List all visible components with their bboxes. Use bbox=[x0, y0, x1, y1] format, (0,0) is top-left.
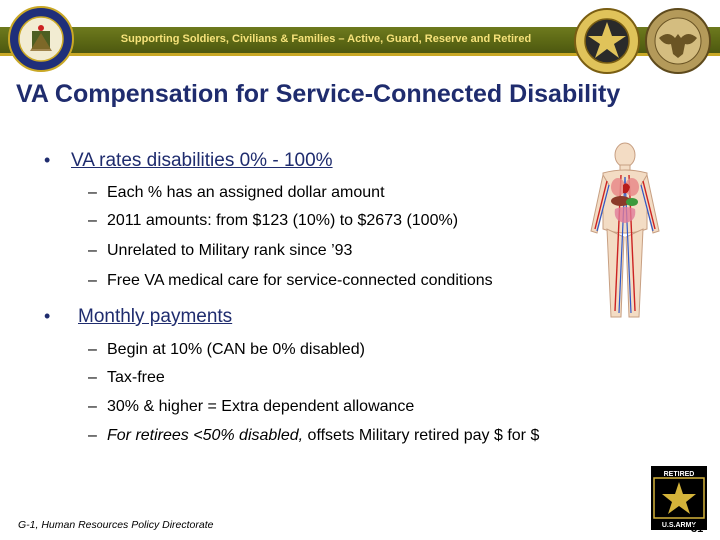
footer-text: G-1, Human Resources Policy Directorate bbox=[18, 519, 214, 531]
banner-text: Supporting Soldiers, Civilians & Families – Active, Guard, Reserve and Retired bbox=[120, 33, 532, 45]
department-of-the-army-seal-icon bbox=[8, 6, 74, 72]
header-banner bbox=[0, 0, 720, 74]
retirees-italic: For retirees <50% disabled, bbox=[107, 427, 304, 444]
army-eagle-seal-icon bbox=[645, 8, 711, 74]
slide-title: VA Compensation for Service-Connected Disability bbox=[16, 80, 621, 108]
retired-logo-bottom-text: U.S.ARMY bbox=[661, 522, 697, 529]
retired-us-army-star-logo-icon bbox=[651, 466, 707, 530]
bullet-dot: • bbox=[44, 306, 51, 326]
retirees-rest: offsets Military retired pay $ for $ bbox=[303, 427, 540, 444]
human-anatomy-icon bbox=[585, 141, 665, 321]
page-number: 31 bbox=[691, 523, 704, 535]
deputy-chief-of-staff-g1-seal-icon bbox=[574, 8, 640, 74]
slide: Supporting Soldiers, Civilians & Families – Active, Guard, Reserve and Retired VA Compensation for Service-Connected Disability • VA rates disabilities 0% - 100% – Each % has an assigned dollar amount – 2011 amounts: from $123 (10%) to $2673 (100%) – Unrelated to Military rank since ’93 – Free VA medical care for service-connected conditions • Monthly payments – Begin at 10% (CAN be 0% disabled) – Tax-free – 30% & higher = Extra dependent allowance – For retirees <50% disabled, offsets Military retired pay $ for $ G-1, Human Resources Policy Directorate RETIRED U.S.ARMY 31 bbox=[0, 0, 720, 540]
retired-logo-top-text: RETIRED bbox=[663, 471, 695, 478]
bullet-dot: • bbox=[44, 150, 51, 170]
